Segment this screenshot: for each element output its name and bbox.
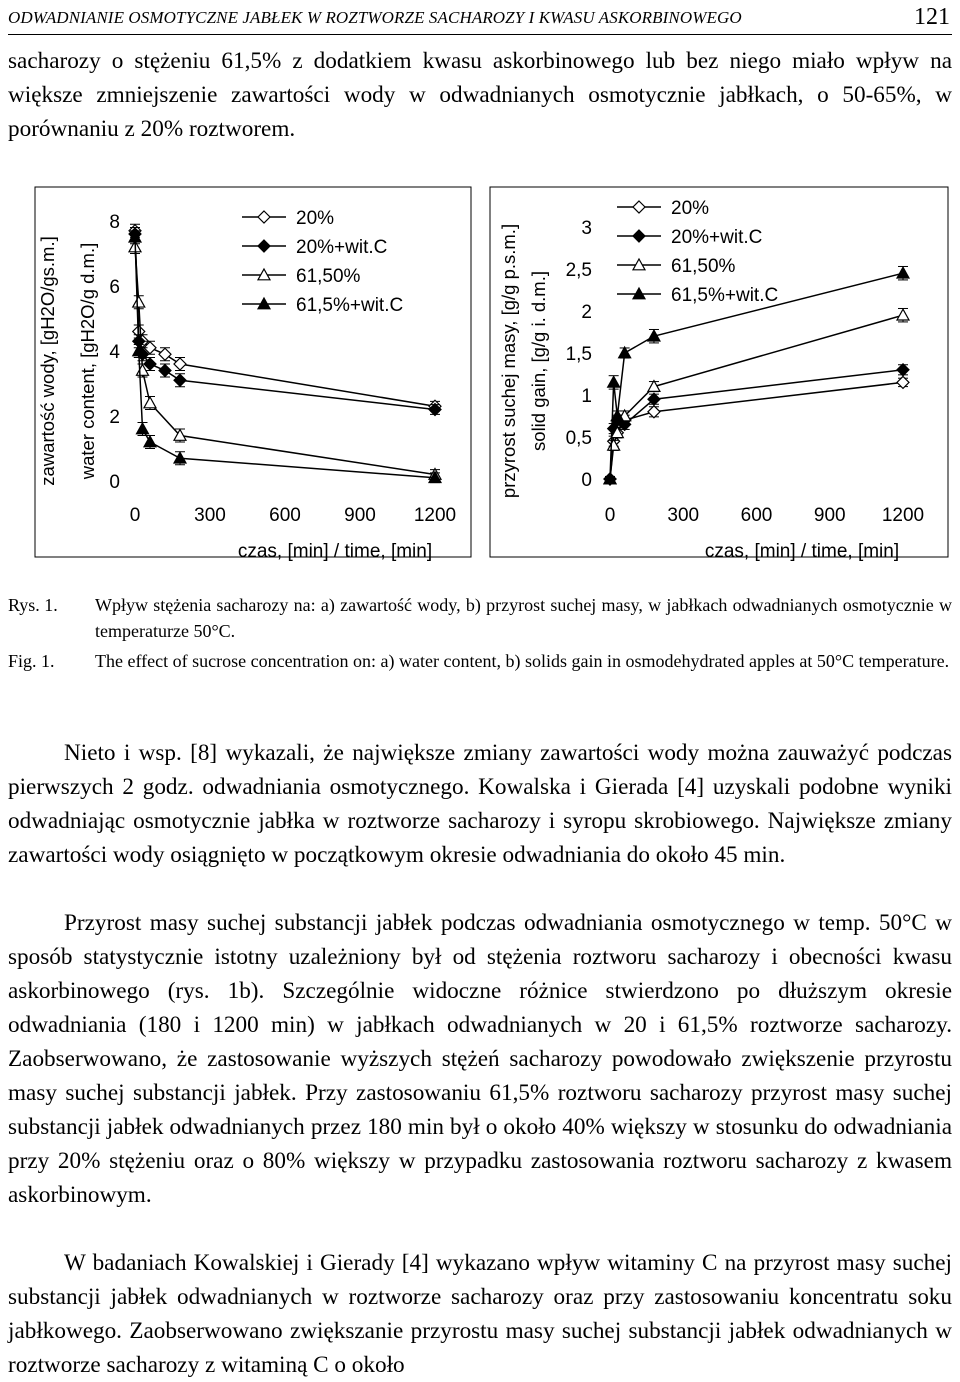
solids-legend-label: 61,50%: [671, 256, 736, 277]
caption-en-label: Fig. 1.: [8, 651, 55, 671]
water-legend-marker: [258, 211, 270, 223]
water-data-point: [174, 374, 186, 386]
solids-legend-label: 20%+wit.C: [671, 227, 763, 248]
water-data-point: [137, 423, 149, 434]
solids-x-tick: 0: [604, 505, 616, 526]
body-paragraph-2: Przyrost masy suchej substancji jabłek podczas odwadniania osmotycznego w temp. 50°C w sposób statystycznie istotny uzależniony był od stężenia roztworu sacharozy i obecności kwasu askorbinowego (rys. 1b). Szczególnie widoczne różnice stwierdzono po dłuższym okresie odwadniania (180 i 1200 min) w jabłkach odwadnianych w 20 i 61,5% roztworze sacharozy. Zaobserwowano, że zastosowanie wyższych stężeń sacharozy powodowało zwiększenie przyrostu masy suchej substancji jabłek. Przy zastosowaniu 61,5% roztworu sacharozy przyrost masy suchej substancji jabłek odwadnianych przez 180 min był o około 40% większy w stosunku do odwadniania przy 20% stężeniu oraz o 80% większy w przypadku zastosowania roztworu sacharozy z kwasem askorbinowym.: [8, 910, 952, 1208]
caption-en-text: The effect of sucrose concentration on: a) water content, b) solids gain in osmodehydrated apples at 50°C temperature.: [95, 651, 950, 671]
water-x-tick: 0: [129, 505, 141, 526]
water-data-point: [144, 436, 156, 447]
water-y-tick: 4: [109, 342, 120, 363]
chart-water-content: [35, 187, 471, 562]
water-legend-marker: [258, 240, 270, 252]
water-legend-label: 20%: [296, 208, 335, 229]
water-data-point: [174, 452, 186, 463]
page-number: 121: [914, 4, 950, 30]
solids-y-tick: 0: [581, 470, 592, 491]
water-frame: [35, 187, 471, 557]
water-x-tick: 300: [194, 505, 226, 526]
water-y-label: zawartość wody, [gH2O/gs.m.]: [37, 236, 58, 486]
water-x-tick: 1200: [413, 505, 457, 526]
solids-y-tick: 1,5: [565, 344, 592, 365]
water-legend-label: 20%+wit.C: [296, 237, 388, 258]
water-legend-label: 61,5%+wit.C: [296, 295, 404, 316]
water-data-point: [133, 296, 145, 307]
caption-pl-text: Wpływ stężenia sacharozy na: a) zawartość wody, b) przyrost suchej masy, w jabłkach odwadnianych osmotycznie w temperaturze 50°C.: [95, 595, 952, 641]
solids-legend-marker: [633, 201, 645, 213]
caption-pl: [8, 592, 952, 648]
solids-data-point: [897, 309, 909, 320]
solids-y-tick: 1: [581, 386, 592, 407]
solids-legend-marker: [633, 230, 645, 242]
water-legend-label: 61,50%: [296, 266, 361, 287]
solids-legend-label: 61,5%+wit.C: [671, 285, 779, 306]
running-header: [8, 4, 952, 35]
solids-y-tick: 2: [581, 302, 592, 323]
figure-charts: [30, 185, 950, 575]
solids-x-tick: 600: [740, 505, 773, 526]
solids-data-point: [648, 406, 660, 418]
solids-y-label-secondary: solid gain, [g/g i. d.m.]: [528, 271, 549, 451]
solids-x-tick: 1200: [881, 505, 925, 526]
solids-legend-label: 20%: [671, 198, 710, 219]
water-x-tick: 600: [269, 505, 301, 526]
water-y-tick: 6: [109, 277, 120, 298]
caption-en: [8, 648, 952, 704]
water-y-label-secondary: water content, [gH2O/g d.m.]: [77, 242, 98, 480]
water-data-point: [159, 365, 171, 377]
body-paragraph-1: Nieto i wsp. [8] wykazali, że największe zmiany zawartości wody można zauważyć podczas pierwszych 2 godz. odwadniania osmotycznego. Kowalska i Gierada [4] uzyskali podobne wyniki odwadniając osmotycznie jabłka w roztworze sacharozy i syropu skrobiowego. Największe zmiany zawartości wody osiągnięto w początkowym okresie odwadniania do około 45 min.: [8, 740, 952, 868]
water-data-point: [174, 358, 186, 370]
solids-data-point: [897, 267, 909, 278]
solids-y-tick: 0,5: [565, 428, 592, 449]
water-y-tick: 0: [109, 472, 120, 493]
intro-paragraph: sacharozy o stężeniu 61,5% z dodatkiem kwasu askorbinowego lub bez niego miało wpływ na większe zmniejszenie zawartości wody w odwadnianych osmotycznie jabłkach, o 50-65%, w porównaniu z 20% roztworem.: [8, 48, 952, 142]
caption-pl-label: Rys. 1.: [8, 595, 58, 615]
solids-y-tick: 3: [581, 218, 592, 239]
solids-y-tick: 2,5: [565, 260, 592, 281]
solids-data-point: [608, 376, 620, 387]
body-paragraph-3: W badaniach Kowalskiej i Gierady [4] wykazano wpływ witaminy C na przyrost masy suchej substancji jabłek odwadnianych w roztworze sacharozy oraz przy zastosowaniu koncentratu soku jabłkowego. Zaobserwowano zwiększanie przyrostu masy suchej substancji jabłek odwadnianych w roztworze sacharozy z witaminą C o około: [8, 1250, 952, 1378]
water-x-tick: 900: [344, 505, 376, 526]
water-x-label: czas, [min] / time, [min]: [237, 541, 433, 562]
water-data-point: [159, 348, 171, 360]
solids-x-tick: 900: [813, 505, 846, 526]
solids-data-point: [897, 364, 909, 376]
solids-x-tick: 300: [667, 505, 700, 526]
solids-y-label: przyrost suchej masy, [g/g p.s.m.]: [498, 223, 519, 499]
solids-x-label: czas, [min] / time, [min]: [704, 541, 900, 562]
water-y-tick: 2: [109, 407, 120, 428]
water-data-point: [144, 397, 156, 408]
running-title: ODWADNIANIE OSMOTYCZNE JABŁEK W ROZTWORZE SACHAROZY I KWASU ASKORBINOWEGO: [8, 8, 742, 27]
solids-data-point: [619, 347, 631, 358]
chart-solid-gain: [490, 187, 948, 562]
water-y-tick: 8: [109, 212, 120, 233]
figure-1: [30, 185, 950, 575]
